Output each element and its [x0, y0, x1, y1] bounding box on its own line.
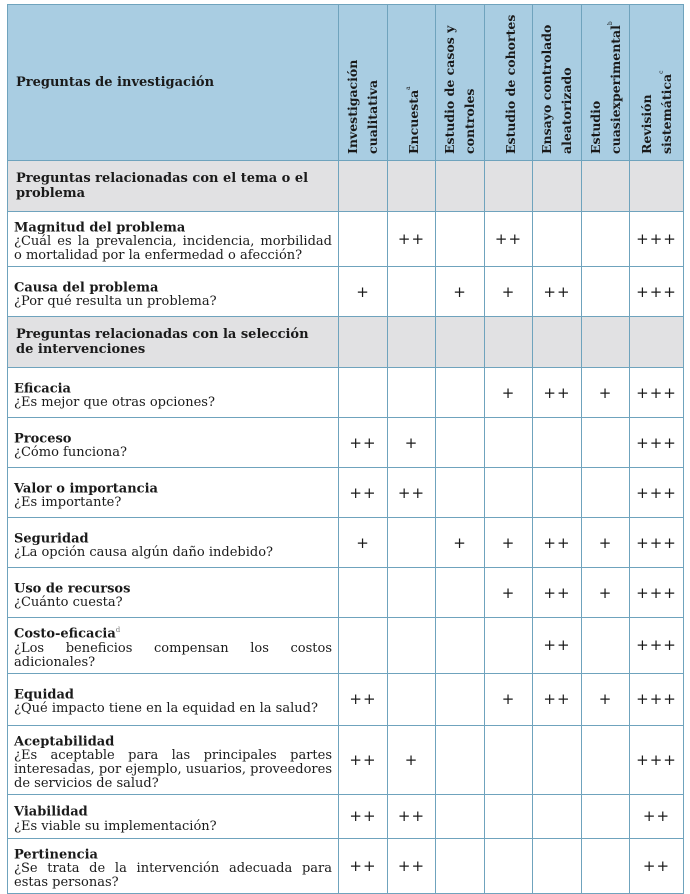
column-footnote-mark: b [606, 21, 614, 26]
rating-cell [388, 618, 436, 673]
rating-cell: + [485, 568, 533, 618]
rating-cell: +++ [630, 267, 684, 317]
column-header-survey [388, 5, 436, 161]
column-header-quasi-experimental [582, 5, 630, 161]
question-cell [8, 618, 339, 673]
question-description: ¿Cómo funciona? [14, 444, 127, 460]
rating-cell [436, 618, 485, 673]
rating-cell [436, 212, 485, 267]
rating-cell: +++ [630, 725, 684, 794]
question-cell [8, 518, 339, 568]
research-methods-table [7, 4, 684, 894]
research-methods-table-container [7, 4, 684, 894]
rating-cell: + [582, 368, 630, 418]
rating-cell: +++ [630, 212, 684, 267]
question-title [14, 801, 332, 819]
question-title-text: Magnitud del problema [14, 220, 186, 236]
rating-cell [485, 794, 533, 838]
table-row [8, 794, 684, 838]
question-title-text: Pertinencia [14, 847, 98, 863]
rating-cell [582, 212, 630, 267]
question-description: ¿Cuánto cuesta? [14, 594, 123, 610]
column-header-rct [533, 5, 582, 161]
rating-cell [339, 368, 388, 418]
rating-cell: + [388, 725, 436, 794]
section-empty-cell [485, 161, 533, 212]
question-title-text: Seguridad [14, 530, 89, 546]
rating-cell [339, 212, 388, 267]
question-cell [8, 468, 339, 518]
rating-cell [533, 468, 582, 518]
section-empty-cell [436, 161, 485, 212]
rating-cell: ++ [388, 838, 436, 893]
table-row [8, 618, 684, 673]
question-title-text: Eficacia [14, 380, 71, 396]
column-footnote-mark: c [657, 70, 665, 74]
rating-cell [436, 725, 485, 794]
rating-cell: + [485, 368, 533, 418]
question-title [14, 684, 332, 702]
question-title [14, 578, 332, 596]
rating-cell: + [485, 267, 533, 317]
table-row [8, 838, 684, 893]
column-label: Estudio de cohortes [503, 14, 519, 154]
rating-cell [436, 673, 485, 725]
column-label: Revisión sistemática [638, 73, 675, 154]
question-title-text: Costo-eficacia [14, 626, 116, 642]
rating-cell: ++ [339, 794, 388, 838]
rating-cell [339, 618, 388, 673]
column-label: Investigación cualitativa [345, 59, 381, 154]
rating-cell: + [582, 673, 630, 725]
section-empty-cell [388, 161, 436, 212]
table-row [8, 568, 684, 618]
rating-cell [485, 468, 533, 518]
question-cell [8, 212, 339, 267]
rating-cell [388, 368, 436, 418]
question-column-header: Preguntas de investigación [8, 5, 339, 161]
question-description: ¿Es viable su implementación? [14, 818, 217, 834]
question-cell [8, 568, 339, 618]
rating-cell: ++ [388, 468, 436, 518]
question-title [14, 731, 332, 749]
section-empty-cell [533, 317, 582, 368]
rating-cell [436, 418, 485, 468]
section-empty-cell [533, 161, 582, 212]
question-description: ¿Qué impacto tiene en la equidad en la salud? [14, 701, 318, 717]
rating-cell [533, 212, 582, 267]
table-body [8, 161, 684, 894]
column-header-qualitative [339, 5, 388, 161]
rating-cell [388, 518, 436, 568]
section-empty-cell [485, 317, 533, 368]
rating-cell [533, 794, 582, 838]
rating-cell [436, 794, 485, 838]
question-cell [8, 673, 339, 725]
section-empty-cell [388, 317, 436, 368]
rating-cell [485, 618, 533, 673]
rating-cell: ++ [533, 267, 582, 317]
rating-cell [485, 838, 533, 893]
table-row [8, 212, 684, 267]
column-label: Encuesta [406, 89, 422, 154]
rating-cell: + [339, 518, 388, 568]
rating-cell [533, 725, 582, 794]
rating-cell: ++ [630, 794, 684, 838]
rating-cell: ++ [339, 468, 388, 518]
question-title [14, 478, 332, 496]
rating-cell [388, 673, 436, 725]
rating-cell: ++ [533, 518, 582, 568]
rating-cell [436, 568, 485, 618]
rating-cell: ++ [533, 618, 582, 673]
header-row [8, 5, 684, 161]
rating-cell: + [388, 418, 436, 468]
rating-cell [533, 838, 582, 893]
question-footnote-mark: d [115, 626, 121, 635]
rating-cell [436, 368, 485, 418]
question-description: ¿Se trata de la intervención adecuada para estas personas? [14, 861, 332, 891]
rating-cell: + [485, 518, 533, 568]
table-row [8, 518, 684, 568]
question-title [14, 623, 332, 641]
question-title [14, 217, 332, 235]
section-header-row [8, 161, 684, 212]
rating-cell: +++ [630, 568, 684, 618]
table-row [8, 468, 684, 518]
question-title-text: Viabilidad [14, 804, 88, 820]
rating-cell: +++ [630, 468, 684, 518]
rating-cell: ++ [533, 673, 582, 725]
question-cell [8, 794, 339, 838]
question-description: ¿La opción causa algún daño indebido? [14, 544, 274, 560]
table-row [8, 418, 684, 468]
section-empty-cell [339, 317, 388, 368]
rating-cell: + [485, 673, 533, 725]
question-title-text: Equidad [14, 687, 74, 703]
column-label: Estudio de casos y controles [442, 25, 478, 154]
rating-cell [485, 725, 533, 794]
rating-cell [485, 418, 533, 468]
table-row [8, 725, 684, 794]
question-cell [8, 838, 339, 893]
rating-cell [582, 794, 630, 838]
column-header-case-control [436, 5, 485, 161]
question-description: ¿Es aceptable para las principales partes interesadas, por ejemplo, usuarios, proveedores de servicios de salud? [14, 747, 332, 791]
question-title [14, 428, 332, 446]
question-title-text: Proceso [14, 430, 72, 446]
column-label: Ensayo controlado aleatorizado [539, 24, 575, 154]
question-title [14, 844, 332, 862]
rating-cell: ++ [388, 212, 436, 267]
rating-cell [582, 418, 630, 468]
question-cell [8, 267, 339, 317]
rating-cell: ++ [388, 794, 436, 838]
rating-cell [533, 418, 582, 468]
rating-cell: ++ [485, 212, 533, 267]
rating-cell [388, 267, 436, 317]
rating-cell: ++ [630, 838, 684, 893]
rating-cell [582, 267, 630, 317]
table-row [8, 673, 684, 725]
rating-cell: ++ [339, 418, 388, 468]
section-empty-cell [630, 317, 684, 368]
rating-cell [582, 468, 630, 518]
section-empty-cell [436, 317, 485, 368]
rating-cell [582, 725, 630, 794]
rating-cell [436, 468, 485, 518]
question-cell [8, 368, 339, 418]
question-description: ¿Cuál es la prevalencia, incidencia, morbilidad o mortalidad por la enfermedad o afección? [14, 234, 332, 264]
question-title [14, 378, 332, 396]
section-empty-cell [630, 161, 684, 212]
question-title-text: Valor o importancia [14, 480, 158, 496]
rating-cell: ++ [533, 568, 582, 618]
column-footnote-mark: a [405, 86, 413, 90]
rating-cell: ++ [339, 673, 388, 725]
rating-cell: + [436, 267, 485, 317]
rating-cell: + [582, 518, 630, 568]
rating-cell [339, 568, 388, 618]
rating-cell: + [339, 267, 388, 317]
question-cell [8, 725, 339, 794]
rating-cell: + [436, 518, 485, 568]
question-description: ¿Es importante? [14, 494, 122, 510]
question-description: ¿Es mejor que otras opciones? [14, 394, 215, 410]
question-title-text: Aceptabilidad [14, 733, 115, 749]
rating-cell: +++ [630, 618, 684, 673]
table-row [8, 368, 684, 418]
section-title: Preguntas relacionadas con el tema o el problema [8, 161, 339, 212]
question-title-text: Uso de recursos [14, 580, 131, 596]
section-title: Preguntas relacionadas con la selección de intervenciones [8, 317, 339, 368]
question-cell [8, 418, 339, 468]
section-empty-cell [582, 317, 630, 368]
section-empty-cell [582, 161, 630, 212]
table-row [8, 267, 684, 317]
column-label: Estudio cuasiexperimental [587, 25, 624, 154]
question-description: ¿Los beneficios compensan los costos adicionales? [14, 640, 332, 670]
column-header-cohort [485, 5, 533, 161]
rating-cell [582, 618, 630, 673]
rating-cell [388, 568, 436, 618]
rating-cell: ++ [339, 725, 388, 794]
rating-cell [582, 838, 630, 893]
rating-cell: +++ [630, 418, 684, 468]
question-description: ¿Por qué resulta un problema? [14, 293, 217, 309]
rating-cell [436, 838, 485, 893]
question-title-text: Causa del problema [14, 279, 159, 295]
rating-cell: + [582, 568, 630, 618]
rating-cell: +++ [630, 518, 684, 568]
question-title [14, 528, 332, 546]
rating-cell: +++ [630, 673, 684, 725]
rating-cell: +++ [630, 368, 684, 418]
section-empty-cell [339, 161, 388, 212]
rating-cell: ++ [533, 368, 582, 418]
column-header-systematic-review [630, 5, 684, 161]
section-header-row [8, 317, 684, 368]
rating-cell: ++ [339, 838, 388, 893]
question-title [14, 277, 332, 295]
